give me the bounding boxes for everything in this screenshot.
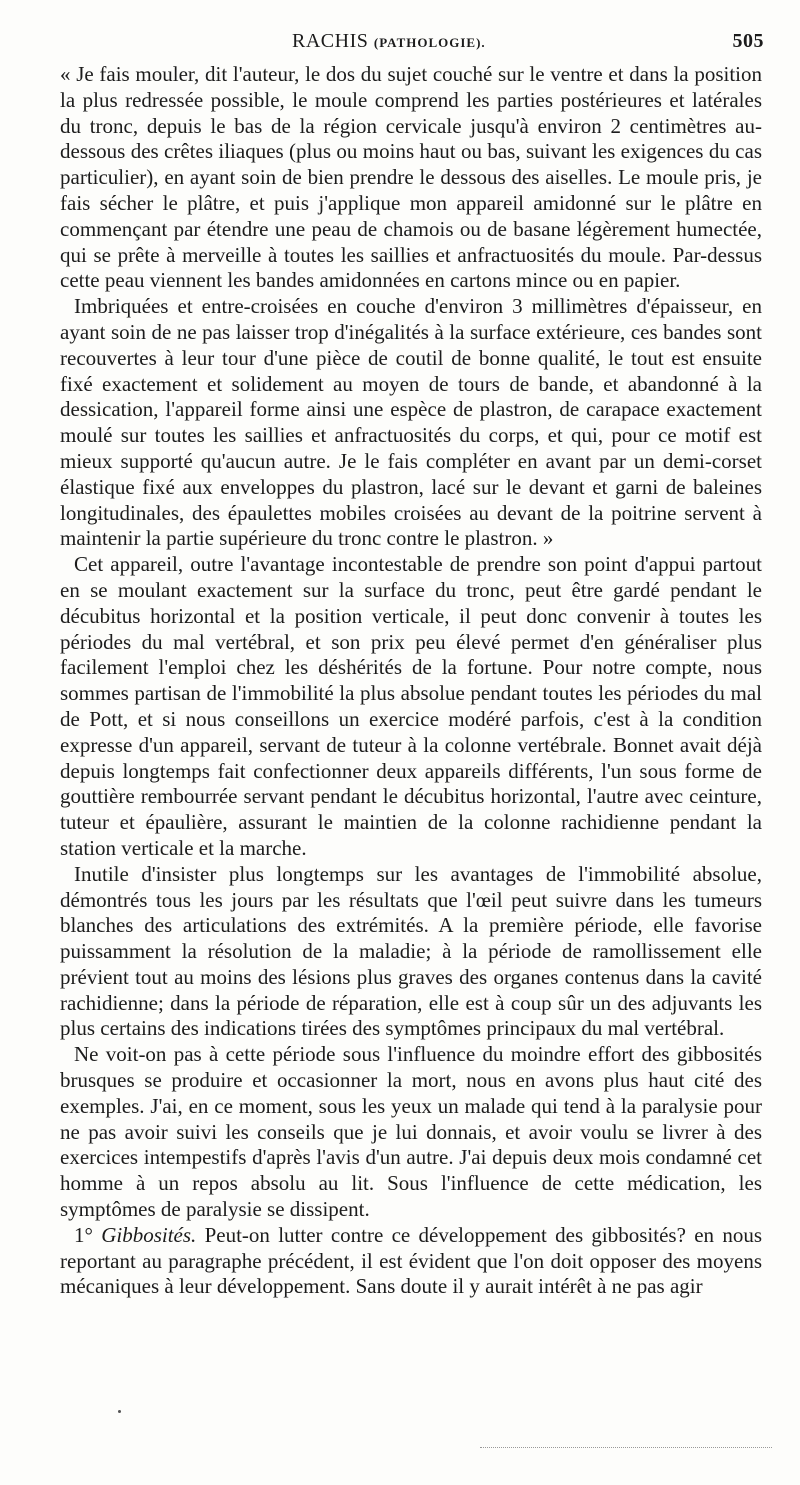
section-heading: Gibbosités.: [101, 1222, 197, 1247]
paragraph-quote-end: Imbriquées et entre-croisées en couche d'environ 3 millimètres d'épaisseur, en ayant soin de ne pas laisser trop d'inégalités à la surface extérieure, ces bandes sont recouvertes à leur tour d'une pièce de coutil de bonne qualité, le tout est ensuite fixé exactement et solidement au moyen de tours de bande, et abandonné à la dessication, l'appareil forme ainsi une espèce de plastron, de carapace exactement moulé sur toutes les saillies et anfractuosités du corps, et qui, pour ce motif est mieux supporté qu'aucun autre. Je le fais compléter en avant par un demi-corset élastique fixé aux enveloppes du plastron, lacé sur le devant et garni de baleines longitudinales, des épaulettes mobiles croisées au devant de la poitrine servent à maintenir la partie supérieure du tronc contre le plastron. »: [60, 294, 762, 551]
running-title-main: RACHIS: [292, 30, 369, 52]
paragraph-quote-start: « Je fais mouler, dit l'auteur, le dos du sujet couché sur le ventre et dans la position la plus redressée possible, le moule comprend les parties postérieures et latérales du tronc, depuis le bas de la région cervicale jusqu'à environ 2 centimètres au-dessous des crêtes iliaques (plus ou moins haut ou bas, suivant les exigences du cas particulier), en ayant soin de bien prendre le dessous des aiselles. Le moule pris, je fais sécher le plâtre, et puis j'applique mon appareil amidonné sur le plâtre en commençant par étendre une peau de chamois ou de basane légèrement humectée, qui se prête à merveille à toutes les saillies et anfractuosités du moule. Par-dessus cette peau viennent les bandes amidonnées en cartons mince ou en papier.: [60, 62, 762, 293]
paragraph-gibbosites-exemples: Ne voit-on pas à cette période sous l'influence du moindre effort des gibbosités brusques se produire et occasionner la mort, nous en avons plus haut cité des exemples. J'ai, en ce moment, sous les yeux un malade qui tend à la paralysie pour ne pas avoir suivi les conseils que je lui donnais, et avoir voulu se livrer à des exercices intempestifs d'après l'avis d'un autre. J'ai depuis deux mois condamné cet homme à un repos absolu au lit. Sous l'influence de cette médication, les symptômes de paralysie se dissipent.: [60, 1042, 762, 1222]
page-body: [60, 62, 762, 1300]
page-number: 505: [732, 30, 764, 52]
running-title-sub: (PATHOLOGIE).: [373, 35, 486, 50]
paragraph-immobilite: Inutile d'insister plus longtemps sur les avantages de l'immobilité absolue, démontrés tous les jours par les résultats que l'œil peut suivre dans les tumeurs blanches des articulations des extrémités. A la première période, elle favorise puissamment la résolution de la maladie; à la période de ramollissement elle prévient tout au moins des lésions plus graves des organes contenus dans la cavité rachidienne; dans la période de réparation, elle est à coup sûr un des adjuvants les plus certains des indications tirées des symptômes principaux du mal vertébral.: [60, 861, 762, 1041]
running-header: [60, 28, 764, 58]
section-text: Peut-on lutter contre ce développement des gibbosités? en nous reportant au paragraphe précédent, il est évident que l'on doit opposer des moyens mécaniques à leur développement. Sans doute il y aurait intérêt à ne pas agir: [60, 1222, 762, 1299]
paragraph-section-gibbosites: [60, 1223, 762, 1300]
running-title: [292, 30, 486, 53]
bleed-through-line: [480, 1447, 772, 1448]
print-speck: [118, 1410, 121, 1413]
section-number: 1°: [74, 1222, 93, 1247]
paragraph-appareil: Cet appareil, outre l'avantage incontestable de prendre son point d'appui partout en se moulant exactement sur la surface du tronc, peut être gardé pendant le décubitus horizontal et la position verticale, il peut donc convenir à toutes les périodes du mal vertébral, et son prix peu élevé permet d'en généraliser plus facilement l'emploi chez les déshérités de la fortune. Pour notre compte, nous sommes partisan de l'immobilité la plus absolue pendant toutes les périodes du mal de Pott, et si nous conseillons un exercice modéré parfois, c'est à la condition expresse d'un appareil, servant de tuteur à la colonne vertébrale. Bonnet avait déjà depuis longtemps fait confectionner deux appareils différents, l'un sous forme de gouttière rembourrée servant pendant le décubitus horizontal, l'autre avec ceinture, tuteur et épaulière, assurant le maintien de la colonne rachidienne pendant la station verticale et la marche.: [60, 552, 762, 860]
